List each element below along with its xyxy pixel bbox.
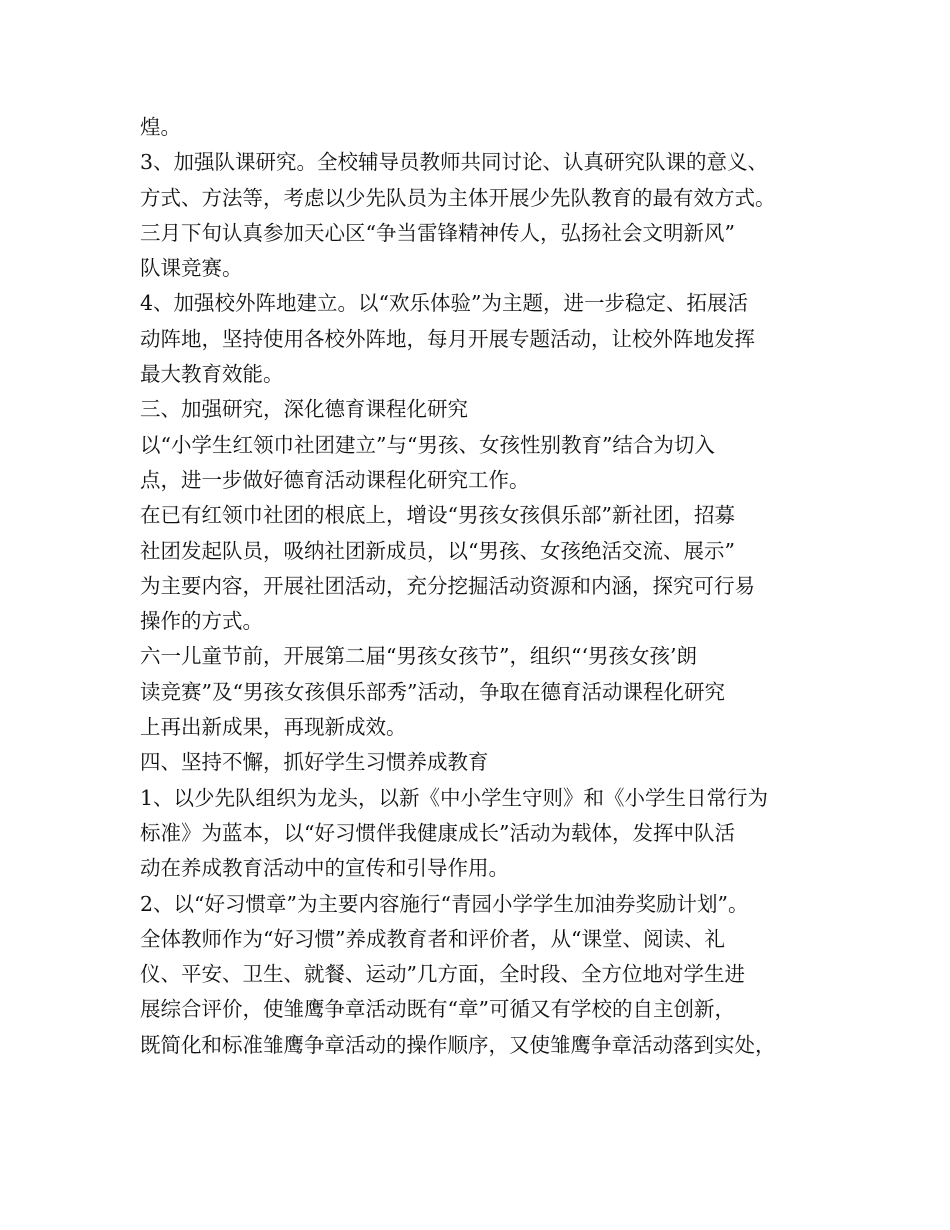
text-line: 点，进一步做好德育活动课程化研究工作。 <box>140 467 530 492</box>
text-line: 3、加强队课研究。全校辅导员教师共同讨论、认真研究队课的意义、 <box>140 150 769 175</box>
text-line: 既简化和标准雏鹰争章活动的操作顺序，又使雏鹰争章活动落到实处， <box>140 1032 776 1057</box>
text-line: 标准》为蓝本，以“好习惯伴我健康成长”活动为载体，发挥中队活 <box>140 820 735 845</box>
text-line: 社团发起队员，吸纳社团新成员，以“男孩、女孩绝活交流、展示” <box>140 538 735 563</box>
text-line: 动阵地，坚持使用各校外阵地，每月开展专题活动，让校外阵地发挥 <box>140 326 755 351</box>
text-line: 读竞赛”及“男孩女孩俱乐部秀”活动，争取在德育活动课程化研究 <box>140 679 725 704</box>
text-line: 4、加强校外阵地建立。以“欢乐体验”为主题，进一步稳定、拓展活 <box>140 291 749 316</box>
text-line: 操作的方式。 <box>140 609 263 634</box>
text-line: 为主要内容，开展社团活动，充分挖掘活动资源和内涵，探究可行易 <box>140 573 755 598</box>
text-line: 在已有红领巾社团的根底上，增设“男孩女孩俱乐部”新社团，招募 <box>140 503 735 528</box>
text-line: 全体教师作为“好习惯”养成教育者和评价者，从“课堂、阅读、礼 <box>140 926 725 951</box>
text-line: 六一儿童节前，开展第二届“男孩女孩节”，组织“‘男孩女孩’朗 <box>140 644 697 669</box>
text-line: 上再出新成果，再现新成效。 <box>140 715 407 740</box>
text-line: 方式、方法等，考虑以少先队员为主体开展少先队教育的最有效方式。 <box>140 185 776 210</box>
text-line: 以“小学生红领巾社团建立”与“男孩、女孩性别教育”结合为切入 <box>140 432 715 457</box>
text-line: 1、以少先队组织为龙头，以新《中小学生守则》和《小学生日常行为 <box>140 785 769 810</box>
text-line: 煌。 <box>140 115 181 139</box>
text-line: 展综合评价，使雏鹰争章活动既有“章”可循又有学校的自主创新， <box>140 997 735 1022</box>
document-body <box>140 110 840 1063</box>
section-heading: 三、加强研究，深化德育课程化研究 <box>140 397 468 422</box>
text-line: 仪、平安、卫生、就餐、运动”几方面，全时段、全方位地对学生进 <box>140 962 745 987</box>
section-heading: 四、坚持不懈，抓好学生习惯养成教育 <box>140 750 489 775</box>
text-line: 队课竞赛。 <box>140 256 243 281</box>
text-line: 最大教育效能。 <box>140 362 284 387</box>
text-line: 动在养成教育活动中的宣传和引导作用。 <box>140 856 509 881</box>
text-line: 2、以“好习惯章”为主要内容施行“青园小学学生加油券奖励计划”。 <box>140 891 749 916</box>
text-line: 三月下旬认真参加天心区“争当雷锋精神传人，弘扬社会文明新风” <box>140 220 735 245</box>
